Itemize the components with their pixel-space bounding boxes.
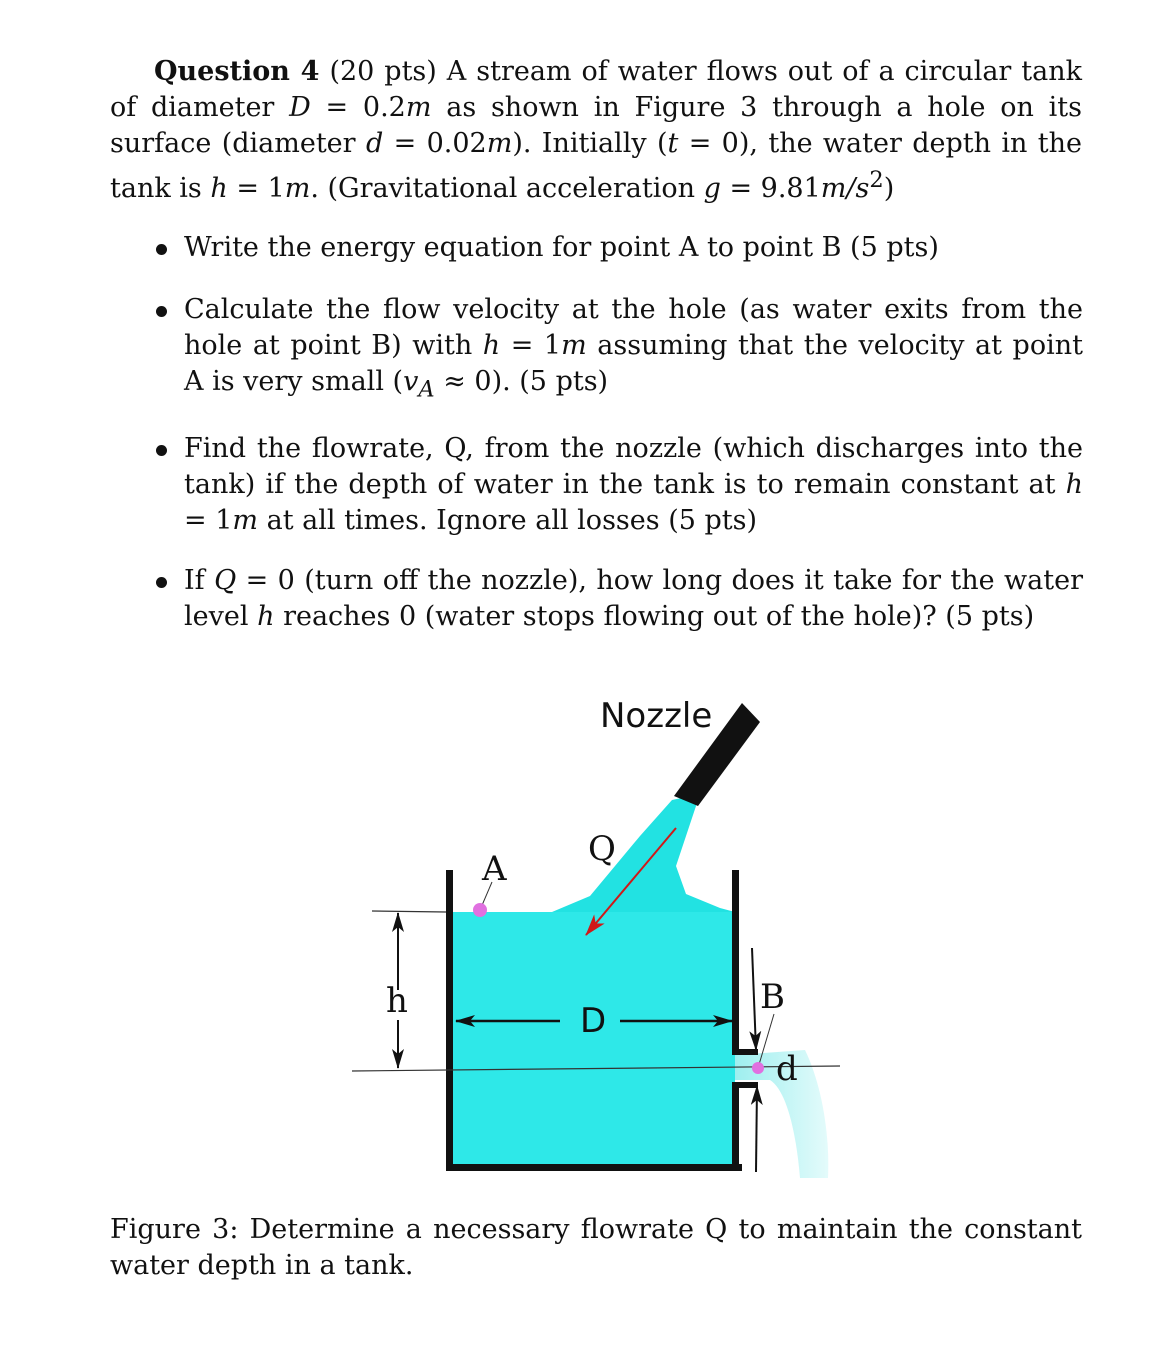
hole-lip-lower	[732, 1082, 758, 1088]
part-1: Write the energy equation for point A to point B (5 pts)	[153, 230, 1083, 266]
label-Q: Q	[588, 829, 616, 869]
d-dimension-arrow-down	[752, 948, 756, 1050]
nozzle-stream	[552, 794, 735, 912]
tank-right-wall-upper	[732, 870, 739, 1055]
label-d: d	[776, 1049, 798, 1089]
tank-right-wall-lower	[732, 1082, 739, 1171]
label-B: B	[760, 977, 785, 1017]
label-A: A	[482, 849, 507, 889]
tank-bottom	[446, 1164, 742, 1171]
surface-reference-line	[372, 911, 446, 912]
label-D: D	[580, 1001, 607, 1041]
question-parts-list	[153, 230, 1083, 635]
point-B-marker	[752, 1062, 764, 1074]
label-h: h	[386, 981, 408, 1021]
label-nozzle: Nozzle	[600, 696, 713, 736]
question-paragraph: Question 4 (20 pts) A stream of water flows out of a circular tank of diameter D = 0.2m as shown in Figure 3 through a hole on its surface (diameter d = 0.02m). Initially (t = 0), the water depth in the tank is h = 1m. (Gravitational acceleration $g = 9.81m/s^2$)	[110, 56, 1082, 204]
question-heading: Question 4	[154, 56, 320, 87]
point-A-marker	[473, 903, 487, 917]
part-4: If Q = 0 (turn off the nozzle), how long does it take for the water level h reaches 0 (water stops flowing out of the hole)? (5 pts)	[153, 563, 1083, 635]
hole-lip-upper	[732, 1049, 758, 1055]
part-2: Calculate the flow velocity at the hole (as water exits from the hole at point B) with h = 1m assuming that the velocity at point A is very small $(v_A \approx 0)$. (5 pts)	[153, 292, 1083, 407]
figure-caption: Figure 3: Determine a necessary flowrate Q to maintain the constant water depth in a tank.	[110, 1214, 1082, 1281]
tank-figure	[340, 680, 860, 1200]
part-3: Find the flowrate, Q, from the nozzle (which discharges into the tank) if the depth of water in the tank is to remain constant at h = 1m at all times. Ignore all losses (5 pts)	[153, 431, 1083, 539]
tank-left-wall	[446, 870, 453, 1170]
d-dimension-arrow-up	[756, 1086, 757, 1172]
